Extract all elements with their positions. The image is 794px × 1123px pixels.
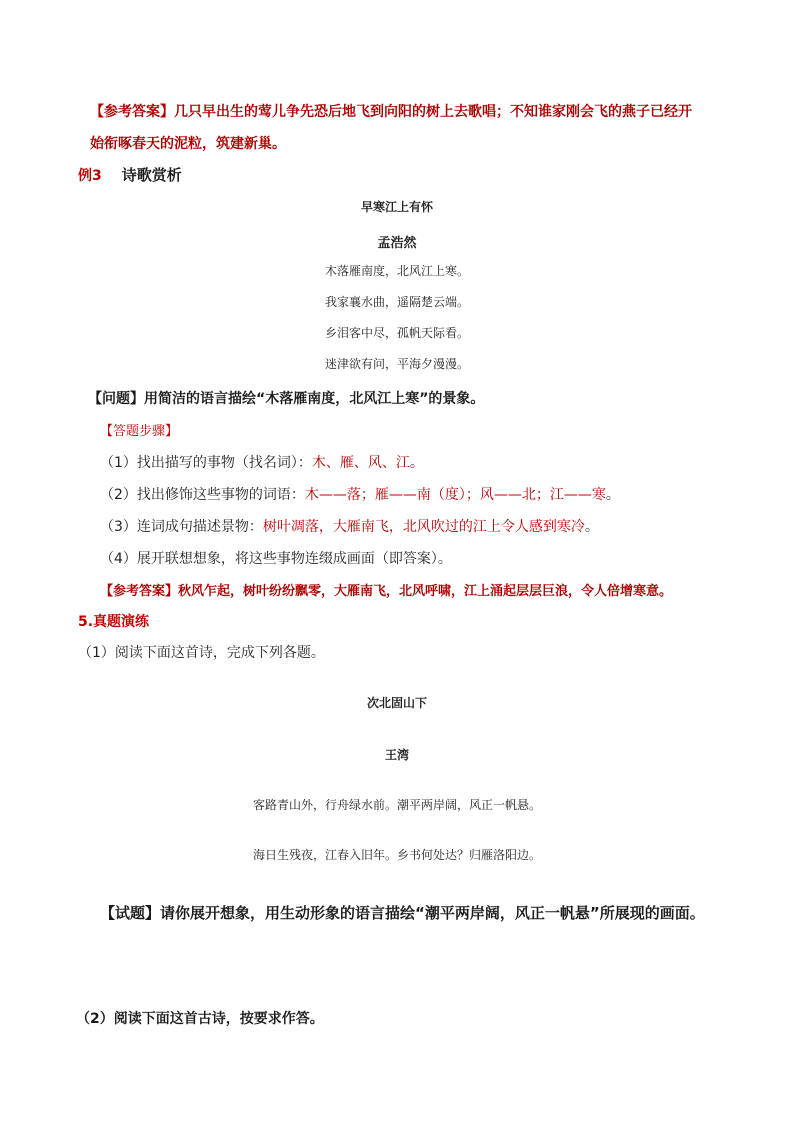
poem2-author: 王湾 <box>384 748 409 762</box>
answer-block-1 <box>90 101 692 121</box>
step-1 <box>100 452 424 472</box>
answer-label-2: 【参考答案】 <box>100 584 179 599</box>
question-text: 用简洁的语言描绘“木落雁南度，北风江上寒”的景象。 <box>144 391 485 407</box>
question <box>88 388 484 408</box>
test-question <box>100 902 705 923</box>
answer-text-2: 秋风乍起，树叶纷纷飘零，大雁南飞，北风呼啸，江上涌起层层巨浪，令人倍增寒意。 <box>178 584 673 599</box>
question-label: 【问题】 <box>88 391 144 407</box>
answer-text-line2: 始衔啄春天的泥粒，筑建新巢。 <box>90 136 286 152</box>
poem2-title: 次北固山下 <box>366 696 427 710</box>
step-3 <box>100 516 599 536</box>
test-label: 【试题】 <box>100 904 161 922</box>
poem2-line-2: 海日生残夜，江春入旧年。乡书何处达？归雁洛阳边。 <box>252 848 541 862</box>
step-3-suffix: 。 <box>584 519 599 535</box>
step-2-answer: 木——落；雁——南（度）；风——北；江——寒 <box>304 487 606 503</box>
step-1-prefix: （1）找出描写的事物（找名词）： <box>100 455 312 471</box>
step-2-prefix: （2）找出修饰这些事物的词语： <box>100 487 305 503</box>
test-text: 请你展开想象，用生动形象的语言描绘“潮平两岸阔，风正一帆悬”所展现的画面。 <box>160 904 705 922</box>
poem1-title: 早寒江上有怀 <box>360 200 433 214</box>
answer-block-2 <box>100 580 672 599</box>
step-3-answer: 树叶凋落，大雁南飞，北风吹过的江上令人感到寒冷 <box>262 519 585 535</box>
example-label: 例3 <box>78 168 102 184</box>
answer-label: 【参考答案】 <box>90 104 174 120</box>
step-1-suffix: 。 <box>409 455 424 471</box>
step-1-answer: 木、雁、风、江 <box>311 455 410 471</box>
question-1-intro: （1）阅读下面这首诗，完成下列各题。 <box>78 645 325 661</box>
steps-label: 【答题步骤】 <box>100 424 179 439</box>
step-2 <box>100 484 620 504</box>
step-4: （4）展开联想想象，将这些事物连缀成画面（即答案）。 <box>100 551 452 567</box>
poem1-line-2: 我家襄水曲，遥隔楚云端。 <box>324 295 469 309</box>
poem1-author: 孟浩然 <box>377 236 417 251</box>
poem1-line-4: 迷津欲有问，平海夕漫漫。 <box>324 357 469 371</box>
poem2-line-1: 客路青山外，行舟绿水前。潮平两岸阔，风正一帆悬。 <box>252 798 541 812</box>
example-heading <box>78 164 182 185</box>
answer-text-line1: 几只早出生的莺儿争先恐后地飞到向阳的树上去歌唱；不知谁家刚会飞的燕子已经开 <box>174 104 692 120</box>
poem1-line-3: 乡泪客中尽，孤帆天际看。 <box>324 326 469 340</box>
poem1-line-1: 木落雁南度，北风江上寒。 <box>324 264 469 278</box>
step-2-suffix: 。 <box>605 487 620 503</box>
step-3-prefix: （3）连词成句描述景物： <box>100 519 263 535</box>
section-title: 5.真题演练 <box>78 614 150 630</box>
example-topic: 诗歌赏析 <box>121 166 182 184</box>
question-2-intro: （2）阅读下面这首古诗，按要求作答。 <box>76 1011 324 1027</box>
